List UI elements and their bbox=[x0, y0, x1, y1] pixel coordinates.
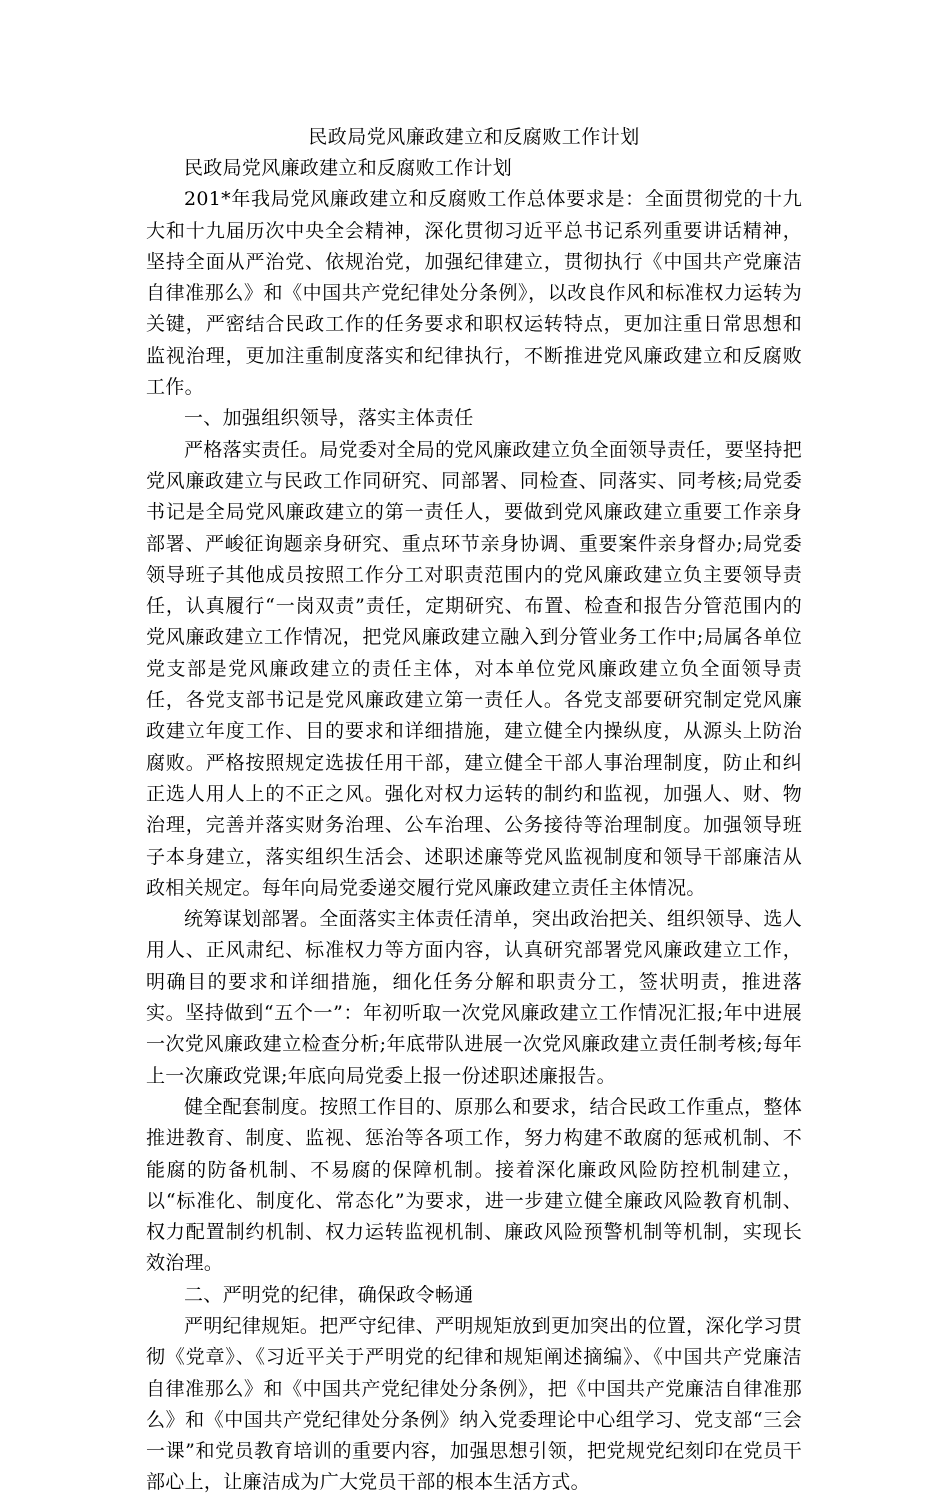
section1-paragraph-3: 健全配套制度。按照工作目的、原那么和要求，结合民政工作重点，整体推进教育、制度、监视、惩治等各项工作，努力构建不敢腐的惩戒机制、不能腐的防备机制、不易腐的保障机制。接着深化廉政风险防控机制建立，以“标准化、制度化、常态化”为要求，进一步建立健全廉政风险教育机制、权力配置制约机制、权力运转监视机制、廉政风险预警机制等机制，实现长效治理。 bbox=[146, 1095, 802, 1275]
document-subtitle: 民政局党风廉政建立和反腐败工作计划 bbox=[184, 157, 513, 179]
section1-paragraph-1: 严格落实责任。局党委对全局的党风廉政建立负全面领导责任，要坚持把党风廉政建立与民政工作同研究、同部署、同检查、同落实、同考核;局党委书记是全局党风廉政建立的第一责任人，要做到党风廉政建立重要工作亲身部署、严峻征询题亲身研究、重点环节亲身协调、重要案件亲身督办;局党委领导班子其他成员按照工作分工对职责范围内的党风廉政建立负主要领导责任，认真履行“一岗双责”责任，定期研究、布置、检查和报告分管范围内的党风廉政建立工作情况，把党风廉政建立融入到分管业务工作中;局属各单位党支部是党风廉政建立的责任主体，对本单位党风廉政建立负全面领导责任，各党支部书记是党风廉政建立第一责任人。各党支部要研究制定党风廉政建立年度工作、目的要求和详细措施，建立健全内操纵度，从源头上防治腐败。严格按照规定选拔任用干部，建立健全干部人事治理制度，防止和纠正选人用人上的不正之风。强化对权力运转的制约和监视，加强人、财、物治理，完善并落实财务治理、公车治理、公务接待等治理制度。加强领导班子本身建立，落实组织生活会、述职述廉等党风监视制度和领导干部廉洁从政相关规定。每年向局党委递交履行党风廉政建立责任主体情况。 bbox=[146, 438, 802, 899]
section-heading-1: 一、加强组织领导，落实主体责任 bbox=[184, 407, 474, 430]
document-title: 民政局党风廉政建立和反腐败工作计划 bbox=[308, 126, 640, 148]
section-heading-2: 二、严明党的纪律，确保政令畅通 bbox=[184, 1283, 474, 1306]
section2-paragraph-1: 严明纪律规矩。把严守纪律、严明规矩放到更加突出的位置，深化学习贯彻《党章》、《习近平关于严明党的纪律和规矩阐述摘编》、《中国共产党廉洁自律准那么》和《中国共产党纪律处分条例》，把《中国共产党廉洁自律准那么》和《中国共产党纪律处分条例》纳入党委理论中心组学习、党支部“三会一课”和党员教育培训的重要内容，加强思想引领，把党规党纪刻印在党员干部心上，让廉洁成为广大党员干部的根本生活方式。 bbox=[146, 1314, 802, 1494]
section1-paragraph-2: 统筹谋划部署。全面落实主体责任清单，突出政治把关、组织领导、选人用人、正风肃纪、标准权力等方面内容，认真研究部署党风廉政建立工作，明确目的要求和详细措施，细化任务分解和职责分工，签状明责，推进落实。坚持做到“五个一”：年初听取一次党风廉政建立工作情况汇报;年中进展一次党风廉政建立检查分析;年底带队进展一次党风廉政建立责任制考核;每年上一次廉政党课;年底向局党委上报一份述职述廉报告。 bbox=[146, 908, 802, 1087]
intro-paragraph: 201*年我局党风廉政建立和反腐败工作总体要求是：全面贯彻党的十九大和十九届历次中央全会精神，深化贯彻习近平总书记系列重要讲话精神，坚持全面从严治党、依规治党，加强纪律建立，贯彻执行《中国共产党廉洁自律准那么》和《中国共产党纪律处分条例》，以改良作风和标准权力运转为关键，严密结合民政工作的任务要求和职权运转特点，更加注重日常思想和监视治理，更加注重制度落实和纪律执行，不断推进党风廉政建立和反腐败工作。 bbox=[146, 188, 802, 399]
document-page bbox=[146, 122, 802, 1499]
